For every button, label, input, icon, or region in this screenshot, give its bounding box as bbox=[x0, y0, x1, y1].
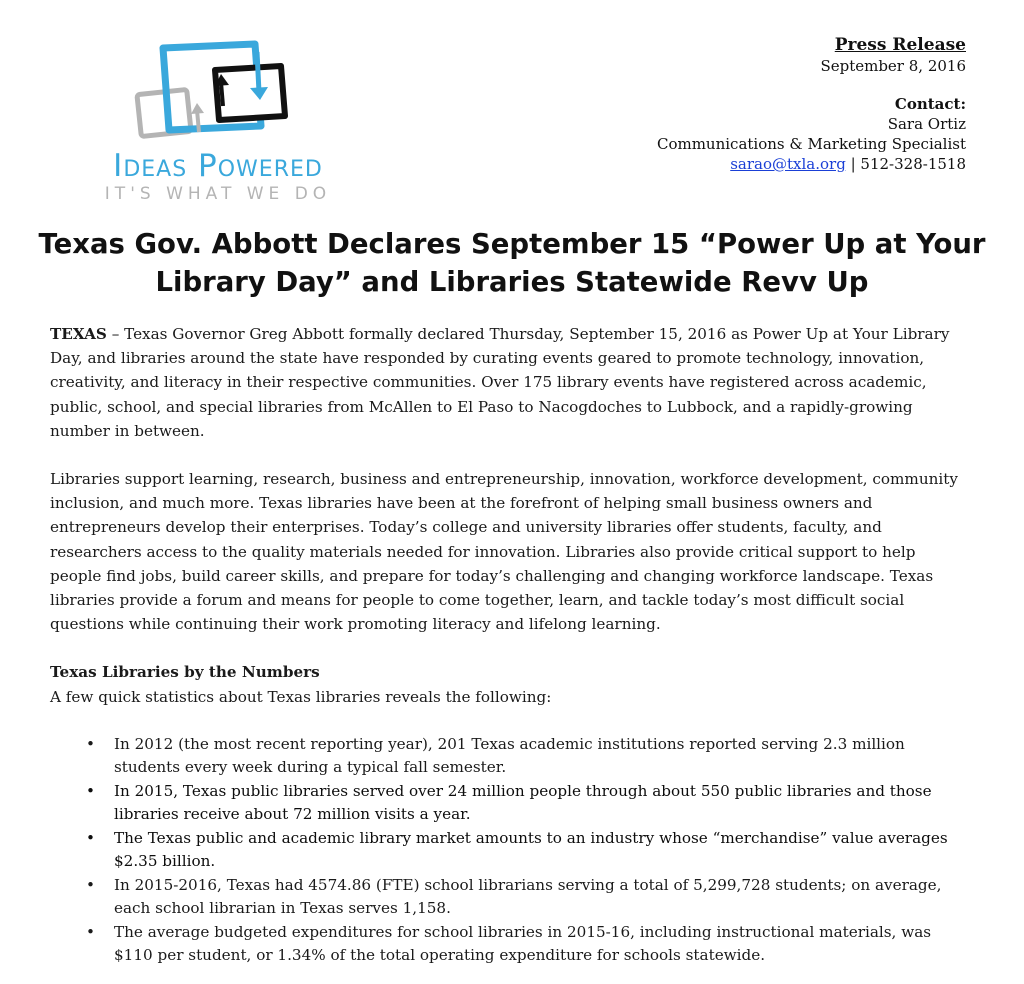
list-item bbox=[50, 780, 970, 827]
contact-name: Sara Ortiz bbox=[887, 115, 966, 133]
bullet-icon: • bbox=[86, 875, 95, 894]
list-item-text: In 2015-2016, Texas had 4574.86 (FTE) school librarians serving a total of 5,299,728 students; on average, each school librarian in Texas serves 1,158. bbox=[114, 875, 942, 918]
list-item-text: The average budgeted expenditures for school libraries in 2015-16, including instructional materials, was $110 per student, or 1.34% of the total operating expenditure for schools statewide. bbox=[114, 922, 932, 965]
list-item bbox=[50, 874, 970, 921]
press-release-label: Press Release bbox=[834, 35, 966, 55]
paragraph-support: Libraries support learning, research, business and entrepreneurship, innovation, workforce development, community inclusion, and much more. Texas libraries have been at the forefront of helping small business owners and entrepreneurs develop their enterprises. Today’s college and university libraries offer students, faculty, and researchers access to the quality materials needed for innovation. Libraries also provide critical support to help people find jobs, build career skills, and prepare for today’s challenging and changing workforce landscape. Texas libraries provide a forum and means for people to come together, learn, and tackle today’s most difficult social questions while continuing their work promoting literacy and lifelong learning. bbox=[50, 470, 958, 634]
dateline: TEXAS bbox=[50, 325, 107, 343]
contact-label: Contact: bbox=[894, 95, 966, 113]
headline bbox=[30, 225, 994, 301]
paragraph-intro-text: – Texas Governor Greg Abbott formally declared Thursday, September 15, 2016 as Power Up at Your Library Day, and libraries around the state have responded by curating events geared to promote technology, innovation, creativity, and literacy in their respective communities. Over 175 library events have registered across academic, public, school, and special libraries from McAllen to El Paso to Nacogdoches to Lubbock, and a rapidly-growing number in between. bbox=[50, 325, 950, 440]
list-item bbox=[50, 733, 970, 780]
headline-line-2: Library Day” and Libraries Statewide Revv Up bbox=[155, 266, 869, 298]
contact-title: Communications & Marketing Specialist bbox=[656, 135, 966, 153]
section-heading: Texas Libraries by the Numbers bbox=[50, 663, 320, 682]
ideas-powered-logo bbox=[80, 40, 370, 205]
contact-email-link[interactable]: sarao@txla.org bbox=[730, 155, 846, 173]
bullet-icon: • bbox=[86, 734, 95, 753]
logo-tagline: IT'S WHAT WE DO bbox=[104, 184, 332, 204]
list-item bbox=[50, 827, 970, 874]
bullet-icon: • bbox=[86, 781, 95, 800]
list-item bbox=[50, 921, 970, 968]
contact-phone: | 512-328-1518 bbox=[845, 155, 966, 173]
list-item-text: In 2012 (the most recent reporting year), 201 Texas academic institutions reported serving 2.3 million students every week during a typical fall semester. bbox=[114, 734, 905, 777]
bullet-icon: • bbox=[86, 828, 95, 847]
list-item-text: In 2015, Texas public libraries served over 24 million people through about 550 public libraries and those libraries receive about 72 million visits a year. bbox=[114, 781, 932, 824]
logo-title: Ideas Powered bbox=[113, 148, 323, 184]
stats-list bbox=[50, 733, 970, 968]
headline-line-1: Texas Gov. Abbott Declares September 15 “Power Up at Your bbox=[38, 228, 986, 260]
list-item-text: The Texas public and academic library market amounts to an industry whose “merchandise” value averages $2.35 billion. bbox=[114, 828, 948, 871]
logo-mark-icon bbox=[133, 40, 293, 140]
bullet-icon: • bbox=[86, 922, 95, 941]
paragraph-intro bbox=[50, 322, 970, 443]
release-date: September 8, 2016 bbox=[820, 57, 966, 75]
press-header bbox=[657, 34, 966, 174]
contact-line bbox=[657, 154, 966, 174]
section-intro: A few quick statistics about Texas libraries reveals the following: bbox=[50, 687, 552, 706]
article-body bbox=[50, 322, 970, 968]
